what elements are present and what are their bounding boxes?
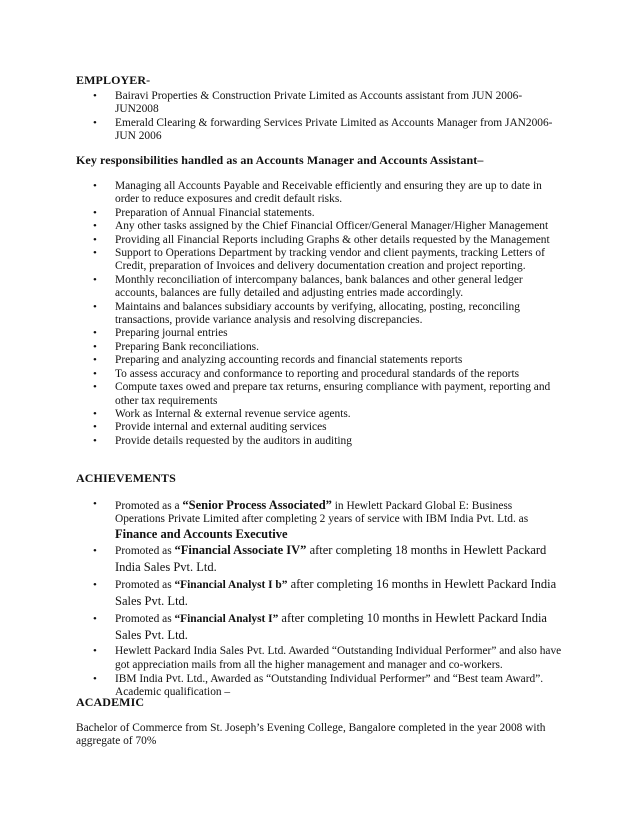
list-item: • Hewlett Packard India Sales Pvt. Ltd. Awarded “Outstanding Individual Performer” and also have got appreciation mails from all the higher management and manager and co-workers.	[93, 645, 563, 672]
achievements-list	[93, 498, 563, 701]
achievement-text: in Hewlett Packard Global E: Business Operations Private Limited after completing 2 years of service with IBM India Pvt. Ltd. as	[115, 500, 529, 526]
achievement-text: Promoted as	[115, 579, 175, 592]
list-item: • Compute taxes owed and prepare tax returns, ensuring compliance with payment, reporting and other tax requirements	[93, 381, 563, 408]
list-item	[93, 611, 563, 644]
achievement-text: Promoted as a	[115, 500, 183, 512]
list-item: • Monthly reconciliation of intercompany balances, bank balances and other general ledger accounts, balances are fully detailed and adjusting entries made accordingly.	[93, 274, 563, 301]
list-item: • Preparation of Annual Financial statements.	[93, 207, 563, 220]
achievement-text: after completing 10 months in Hewlett Packard India Sales Pvt. Ltd.	[115, 611, 547, 642]
list-item: • IBM India Pvt. Ltd., Awarded as “Outstanding Individual Performer” and “Best team Award”. Academic qualification –	[93, 673, 563, 700]
list-item: • Support to Operations Department by tracking vendor and client payments, tracking Letters of Credit, preparation of Invoices and delivery documentation creation and project reporting.	[93, 247, 563, 274]
list-item: • Preparing Bank reconciliations.	[93, 341, 563, 354]
list-item: • Providing all Financial Reports including Graphs & other details requested by the Management	[93, 234, 563, 247]
list-item: • Bairavi Properties & Construction Private Limited as Accounts assistant from JUN 2006-JUN2008	[93, 90, 563, 117]
responsibilities-list	[93, 180, 563, 448]
achievement-title: “Financial Analyst I b”	[174, 579, 288, 592]
achievement-title: “Financial Associate IV”	[174, 543, 307, 558]
list-item: • Emerald Clearing & forwarding Services Private Limited as Accounts Manager from JAN2006-JUN 2006	[93, 117, 563, 144]
academic-heading: ACADEMIC	[76, 695, 145, 709]
achievements-heading: ACHIEVEMENTS	[76, 471, 176, 485]
achievement-text: Promoted as	[115, 613, 175, 626]
academic-text: Bachelor of Commerce from St. Joseph’s Evening College, Bangalore completed in the year 2008 with aggregate of 70%	[76, 722, 546, 748]
list-item	[93, 543, 563, 576]
list-item: • Maintains and balances subsidiary accounts by verifying, allocating, posting, reconciling transactions, provide variance analysis and resolving discrepancies.	[93, 301, 563, 328]
list-item: • Preparing and analyzing accounting records and financial statements reports	[93, 354, 563, 367]
list-item: • Provide internal and external auditing services	[93, 421, 563, 434]
list-item	[93, 577, 563, 610]
list-item: • Provide details requested by the auditors in auditing	[93, 435, 563, 448]
achievement-role: Finance and Accounts Executive	[115, 526, 288, 541]
achievement-title: “Senior Process Associated”	[182, 498, 332, 512]
list-item: • Any other tasks assigned by the Chief Financial Officer/General Manager/Higher Management	[93, 220, 563, 233]
employer-heading: EMPLOYER-	[76, 73, 151, 87]
list-item: • Work as Internal & external revenue service agents.	[93, 408, 563, 421]
achievement-text: Promoted as	[115, 545, 175, 558]
responsibilities-heading: Key responsibilities handled as an Accounts Manager and Accounts Assistant–	[76, 153, 484, 167]
achievement-text: after completing 16 months in Hewlett Packard India Sales Pvt. Ltd.	[115, 577, 557, 608]
achievement-text: after completing 18 months in Hewlett Packard India Sales Pvt. Ltd.	[115, 543, 547, 574]
list-item	[93, 498, 563, 542]
list-item: • Preparing journal entries	[93, 327, 563, 340]
employer-list	[93, 90, 563, 144]
list-item: • To assess accuracy and conformance to reporting and procedural standards of the reports	[93, 368, 563, 381]
list-item: • Managing all Accounts Payable and Receivable efficiently and ensuring they are up to date in order to reduce exposures and credit default risks.	[93, 180, 563, 207]
achievement-title: “Financial Analyst I”	[174, 613, 279, 626]
